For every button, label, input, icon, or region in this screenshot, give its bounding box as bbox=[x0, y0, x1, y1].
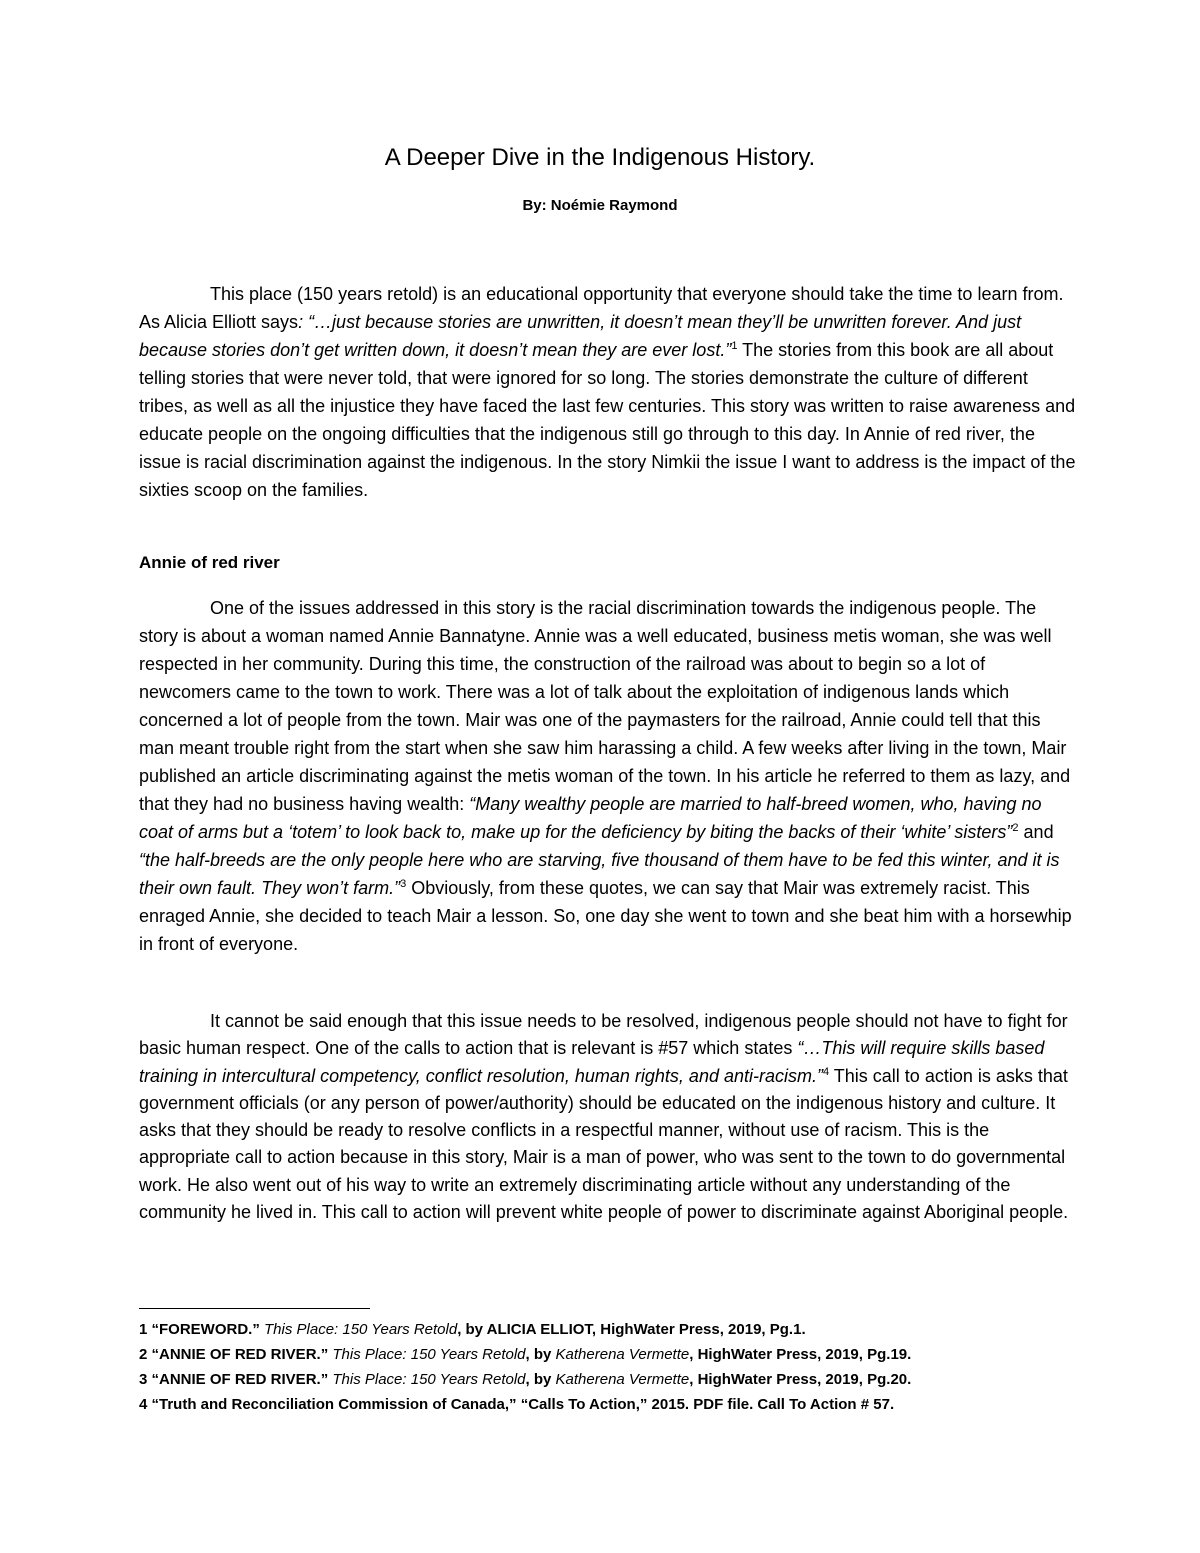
footnote-divider bbox=[139, 1308, 370, 1309]
annie-text-3: Obviously, from these quotes, we can say that Mair was extremely racist. This enraged Annie, she decided to teach Mair a lesson. So, one day she went to town and she beat him with a horsewhip in front of everyone. bbox=[139, 878, 1072, 954]
calls-text-2: This call to action is asks that government officials (or any person of power/authority) should be educated on the indigenous history and culture. It asks that they should be ready to resolve conflicts in a respectful manner, without use of racism. This is the appropriate call to action because in this story, Mair is a man of power, who was sent to the town to do governmental work. He also went out of his way to write an extremely discriminating article without any understanding of the community he lived in. This call to action will prevent white people of power to discriminate against Aboriginal people. bbox=[139, 1065, 1069, 1223]
document-title: A Deeper Dive in the Indigenous History. bbox=[384, 144, 816, 171]
footnote-3-author: Katherena Vermette bbox=[555, 1371, 690, 1388]
footnote-ref-3: 3 bbox=[400, 878, 407, 890]
footnote-3-details: , HighWater Press, 2019, Pg.20. bbox=[689, 1371, 912, 1388]
footnote-ref-4: 4 bbox=[822, 1065, 830, 1078]
footnote-4-source: 4 “Truth and Reconciliation Commission of Canada,” “Calls To Action,” 2015. PDF file. Call To Action # 57. bbox=[139, 1396, 895, 1413]
intro-text-2: The stories from this book are all about telling stories that were never told, that were ignored for so long. The stories demonstrate the culture of different tribes, as well as all the injustice they have faced the last few centuries. This story was written to raise awareness and educate people on the ongoing difficulties that the indigenous still go through to this day. In Annie of red river, the issue is racial discrimination against the indigenous. In the story Nimkii the issue I want to address is the impact of the sixties scoop on the families. bbox=[139, 340, 1076, 500]
footnote-3-by: , by bbox=[525, 1371, 556, 1388]
calls-to-action-paragraph bbox=[139, 1008, 1079, 1226]
calls-text-1: It cannot be said enough that this issue needs to be resolved, indigenous people should not have to fight for basic human respect. One of the calls to action that is relevant is #57 which states bbox=[139, 1011, 1068, 1059]
annie-text-2: and bbox=[1018, 822, 1054, 842]
footnote-2-source: 2 “ANNIE OF RED RIVER.” bbox=[139, 1346, 333, 1363]
footnote-1-details: , by ALICIA ELLIOT, HighWater Press, 2019, Pg.1. bbox=[457, 1321, 806, 1338]
footnote-1-book: This Place: 150 Years Retold bbox=[264, 1321, 458, 1338]
footnote-3-book: This Place: 150 Years Retold bbox=[332, 1371, 526, 1388]
footnote-3 bbox=[139, 1367, 1079, 1392]
annie-paragraph bbox=[139, 594, 1079, 958]
footnotes bbox=[139, 1317, 1079, 1417]
footnote-4 bbox=[139, 1392, 1079, 1417]
mair-quote-1: “Many wealthy people are married to half-breed women, who, having no coat of arms but a ‘totem’ to look back to, make up for the deficiency by biting the backs of their ‘white’ sisters” bbox=[139, 794, 1042, 842]
section-heading: Annie of red river bbox=[139, 553, 280, 572]
footnote-1 bbox=[139, 1317, 1079, 1342]
footnote-2-author: Katherena Vermette bbox=[555, 1346, 690, 1363]
call-57-quote: “…This will require skills based training in intercultural competency, conflict resolution, human rights, and anti-racism.” bbox=[139, 1038, 1045, 1086]
footnote-ref-2: 2 bbox=[1012, 822, 1019, 834]
footnote-3-source: 3 “ANNIE OF RED RIVER.” bbox=[139, 1371, 333, 1388]
elliott-quote: : “…just because stories are unwritten, it doesn’t mean they’ll be unwritten forever. And just because stories don’t get written down, it doesn’t mean they are ever lost.” bbox=[139, 312, 1022, 360]
annie-text-1: One of the issues addressed in this story is the racial discrimination towards the indigenous people. The story is about a woman named Annie Bannatyne. Annie was a well educated, business metis woman, she was well respected in her community. During this time, the construction of the railroad was about to begin so a lot of newcomers came to the town to work. There was a lot of talk about the exploitation of indigenous lands which concerned a lot of people from the town. Mair was one of the paymasters for the railroad, Annie could tell that this man meant trouble right from the start when she saw him harassing a child. A few weeks after living in the town, Mair published an article discriminating against the metis woman of the town. In his article he referred to them as lazy, and that they had no business having wealth: bbox=[139, 598, 1071, 814]
footnote-2-details: , HighWater Press, 2019, Pg.19. bbox=[689, 1346, 912, 1363]
intro-paragraph bbox=[139, 280, 1079, 504]
footnote-ref-1: 1 bbox=[731, 340, 738, 352]
author-byline: By: Noémie Raymond bbox=[522, 197, 678, 214]
mair-quote-2: “the half-breeds are the only people here who are starving, five thousand of them have to be fed this winter, and it is their own fault. They won’t farm.” bbox=[139, 850, 1060, 898]
footnote-1-source: 1 “FOREWORD.” bbox=[139, 1321, 265, 1338]
footnote-2 bbox=[139, 1342, 1079, 1367]
footnote-2-by: , by bbox=[525, 1346, 556, 1363]
intro-text-1: This place (150 years retold) is an educational opportunity that everyone should take the time to learn from. As Alicia Elliott says bbox=[139, 284, 1064, 332]
footnote-2-book: This Place: 150 Years Retold bbox=[332, 1346, 526, 1363]
